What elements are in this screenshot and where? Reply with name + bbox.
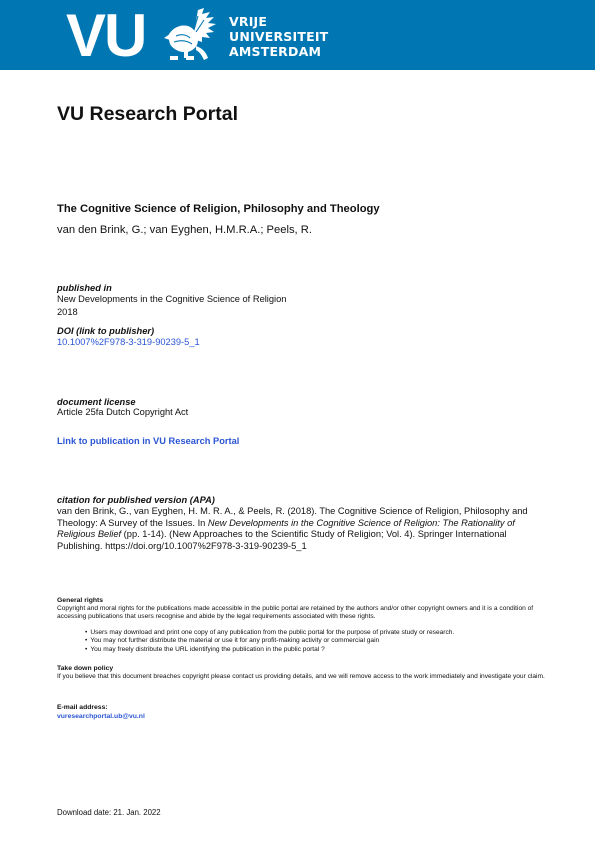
published-in-year: 2018 — [57, 307, 78, 317]
list-item: • You may not further distribute the material or use it for any profit-making activity or commercial gain — [85, 637, 454, 645]
doi-link[interactable]: 10.1007%2F978-3-319-90239-5_1 — [57, 337, 200, 347]
citation-part: (pp. 1-14). (New Approaches to the Scientific Study of Religion; Vol. 4). Springer International Publishing. https://doi.org/10.1007%2F978-3-319-90239-5_1 — [57, 529, 507, 551]
take-down-text: If you believe that this document breaches copyright please contact us providing details, and we will remove access to the work immediately and investigate your claim. — [57, 673, 545, 680]
rights-bullet-list — [85, 629, 454, 654]
citation-text — [57, 506, 537, 552]
header-banner — [0, 0, 595, 70]
griffin-icon — [158, 6, 220, 64]
email-link[interactable]: vuresearchportal.ub@vu.nl — [57, 713, 145, 720]
citation-book-title: New Developments in the Cognitive Science of Religion: The Rationality of Religious Belief — [57, 517, 515, 539]
citation-part: van den Brink, G., van Eyghen, H. M. R. A., & Peels, R. (2018). The Cognitive Science of Religion, Philosophy and Theology: A Survey of the Issues. In — [57, 506, 528, 528]
vu-logo-letters: VU — [66, 2, 146, 69]
institution-line: UNIVERSITEIT — [229, 29, 329, 44]
institution-line: AMSTERDAM — [229, 44, 322, 59]
doi-label: DOI (link to publisher) — [57, 326, 155, 336]
institution-line: VRIJE — [229, 14, 268, 29]
email-label: E-mail address: — [57, 704, 108, 711]
list-item: • Users may download and print one copy of any publication from the public portal for the purpose of private study or research. — [85, 629, 454, 637]
published-in-label: published in — [57, 283, 112, 293]
publication-title: The Cognitive Science of Religion, Philosophy and Theology — [57, 203, 380, 215]
portal-publication-link[interactable]: Link to publication in VU Research Portal — [57, 436, 240, 446]
list-item: • You may freely distribute the URL identifying the publication in the public portal ? — [85, 646, 454, 654]
portal-title: VU Research Portal — [57, 103, 238, 125]
download-date: Download date: 21. Jan. 2022 — [57, 808, 161, 817]
general-rights-heading: General rights — [57, 597, 104, 604]
license-label: document license — [57, 397, 136, 407]
published-in-source: New Developments in the Cognitive Science of Religion — [57, 294, 287, 304]
institution-name — [229, 14, 328, 59]
publication-authors: van den Brink, G.; van Eyghen, H.M.R.A.; Peels, R. — [57, 224, 312, 236]
take-down-heading: Take down policy — [57, 665, 114, 672]
license-value: Article 25fa Dutch Copyright Act — [57, 407, 189, 417]
general-rights-text: Copyright and moral rights for the publications made accessible in the public portal are retained by the authors and/or other copyright owners and it is a condition of accessing publications that users recognise and abide by the legal requirements associated with these rights. — [57, 605, 534, 621]
citation-label: citation for published version (APA) — [57, 495, 215, 505]
